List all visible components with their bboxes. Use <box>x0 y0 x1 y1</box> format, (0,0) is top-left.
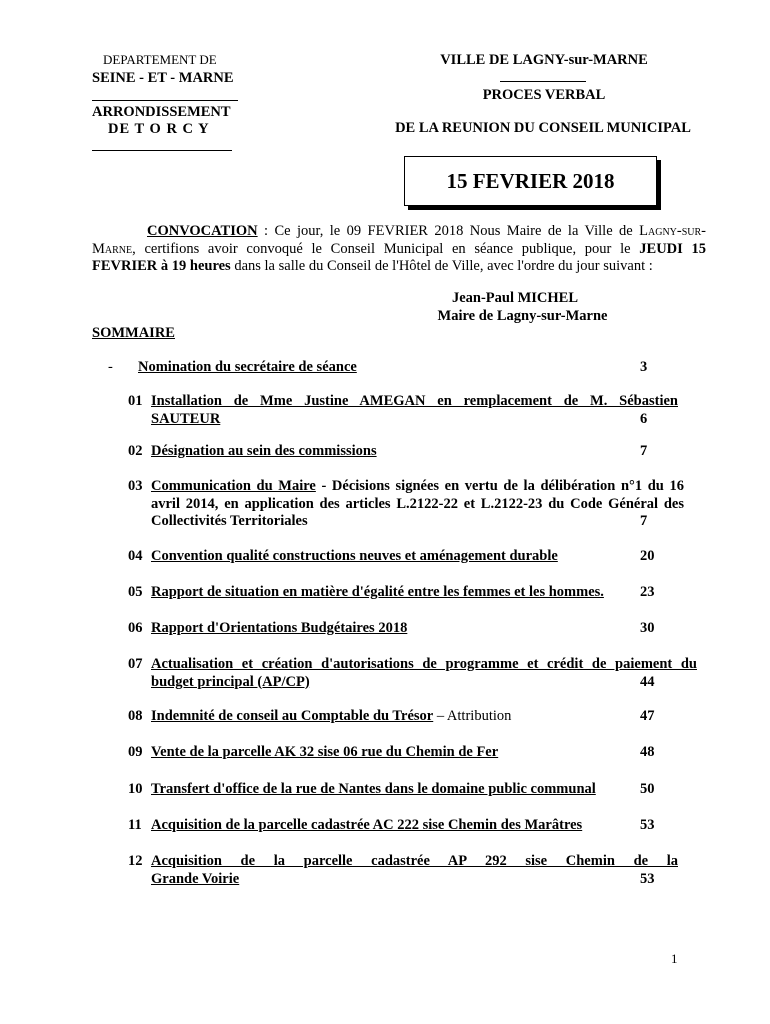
city-title: VILLE DE LAGNY-sur-MARNE <box>440 52 648 68</box>
item-number: 03 <box>128 478 143 494</box>
document-type: PROCES VERBAL <box>482 87 606 103</box>
item-page: 30 <box>640 620 655 636</box>
item-page: 50 <box>640 781 655 797</box>
item-number: 11 <box>128 817 142 833</box>
item-title: Acquisition de la parcelle cadastrée AP 292 sise Chemin de la <box>151 853 678 869</box>
meeting-title: DE LA REUNION DU CONSEIL MUNICIPAL <box>395 120 691 136</box>
agenda-item <box>92 584 706 602</box>
item-number: 04 <box>128 548 143 564</box>
item-page: 20 <box>640 548 655 564</box>
agenda-item <box>92 478 706 531</box>
agenda-item <box>92 620 706 638</box>
divider <box>500 81 586 82</box>
item-number: 10 <box>128 781 143 797</box>
item-description: – Attribution <box>433 708 512 724</box>
item-title: Nomination du secrétaire de séance <box>138 359 357 375</box>
mayor-name: Jean-Paul MICHEL <box>451 290 579 306</box>
meeting-datetime: JEUDI 15 FEVRIER à 19 heures <box>92 240 706 274</box>
item-number: 06 <box>128 620 143 636</box>
item-number: 02 <box>128 443 143 459</box>
item-number: 01 <box>128 393 143 409</box>
item-title: Rapport d'Orientations Budgétaires 2018 <box>151 620 408 636</box>
convocation-label: CONVOCATION <box>147 223 258 239</box>
meeting-date-box: 15 FEVRIER 2018 <box>404 156 657 206</box>
item-title-cont: budget principal (AP/CP) <box>151 673 310 690</box>
item-title: Communication du Maire <box>151 478 316 494</box>
item-page: 23 <box>640 584 655 600</box>
sommaire-heading: SOMMAIRE <box>92 325 175 341</box>
agenda-item <box>92 656 706 691</box>
agenda-item <box>92 393 706 428</box>
item-title: Actualisation et création d'autorisations de programme et crédit de paiement du <box>151 656 697 672</box>
arrondissement-name: DE T O R C Y <box>108 121 210 137</box>
agenda-item <box>92 359 706 377</box>
item-number: 07 <box>128 656 143 672</box>
arrondissement-label: ARRONDISSEMENT <box>92 104 231 120</box>
item-number: 05 <box>128 584 143 600</box>
agenda-item <box>92 853 706 888</box>
item-title: Désignation au sein des commissions <box>151 443 377 459</box>
item-title: Rapport de situation en matière d'égalité entre les femmes et les hommes. <box>151 584 604 600</box>
item-title: Convention qualité constructions neuves et aménagement durable <box>151 548 558 564</box>
page-number: 1 <box>671 951 678 966</box>
divider <box>92 100 238 101</box>
item-number: 12 <box>128 853 143 869</box>
agenda-item <box>92 708 706 726</box>
item-page: 53 <box>640 817 655 833</box>
item-title: Installation de Mme Justine AMEGAN en remplacement de M. Sébastien <box>151 393 678 409</box>
item-page: 48 <box>640 744 655 760</box>
agenda-item <box>92 548 706 566</box>
department-name: SEINE - ET - MARNE <box>92 70 234 86</box>
city-name: Lagny-sur-Marne <box>92 223 706 257</box>
item-page: 7 <box>640 513 648 529</box>
department-label: DEPARTEMENT DE <box>103 52 217 67</box>
item-description: - Décisions signées en vertu de la délibération n°1 du 16 avril 2014, en application des articles L.2122-22 et L.2122-23 du Code Général des Collectivités Territoriales <box>151 478 684 529</box>
item-page: 53 <box>640 870 655 887</box>
mayor-title: Maire de Lagny-sur-Marne <box>437 308 608 324</box>
divider <box>92 150 232 151</box>
agenda-item <box>92 781 706 799</box>
item-title: Acquisition de la parcelle cadastrée AC 222 sise Chemin des Marâtres <box>151 817 583 833</box>
item-page: 47 <box>640 708 655 724</box>
item-number: 09 <box>128 744 143 760</box>
item-title-cont: SAUTEUR <box>151 410 221 427</box>
item-number: 08 <box>128 708 143 724</box>
item-title: Transfert d'office de la rue de Nantes dans le domaine public communal <box>151 781 596 797</box>
item-page: 3 <box>640 359 648 375</box>
agenda-item <box>92 744 706 762</box>
convocation-paragraph: CONVOCATION : Ce jour, le 09 FEVRIER 2018 Nous Maire de la Ville de Lagny-sur-Marne, certifions avoir convoqué le Conseil Municipal en séance publique, pour le JEUDI 15 FEVRIER à 19 heures dans la salle du Conseil de l'Hôtel de Ville, avec l'ordre du jour suivant : <box>92 223 706 274</box>
item-page: 44 <box>640 673 655 690</box>
item-number: - <box>108 359 113 375</box>
item-title: Indemnité de conseil au Comptable du Trésor <box>151 708 434 724</box>
item-title-cont: Grande Voirie <box>151 870 240 887</box>
item-page: 6 <box>640 410 648 427</box>
agenda-item <box>92 443 706 461</box>
agenda-item <box>92 817 706 835</box>
item-title: Vente de la parcelle AK 32 sise 06 rue du Chemin de Fer <box>151 744 499 760</box>
item-page: 7 <box>640 443 648 459</box>
